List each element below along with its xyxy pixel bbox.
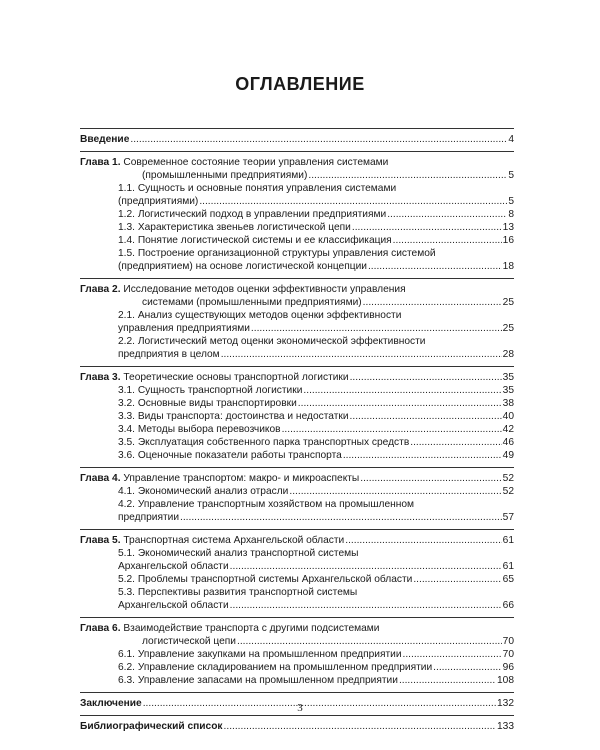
toc-entry-page: 96 bbox=[502, 662, 514, 673]
section-title-line: 1.3. Характеристика звеньев логистической цепи bbox=[118, 222, 351, 233]
toc-entry-page: 46 bbox=[502, 437, 514, 448]
divider bbox=[80, 715, 514, 716]
leader-dots bbox=[230, 560, 502, 573]
section-title-line: 5.1. Экономический анализ транспортной системы bbox=[118, 548, 359, 559]
divider bbox=[80, 128, 514, 129]
leader-dots bbox=[410, 436, 501, 449]
toc-section-2-2[interactable] bbox=[118, 335, 514, 361]
leader-dots bbox=[350, 410, 502, 423]
toc-entry-page: 108 bbox=[497, 675, 514, 686]
chapter-title-line: Взаимодействие транспорта с другими подсистемами bbox=[123, 623, 380, 634]
leader-dots bbox=[298, 397, 502, 410]
section-title-line: 1.5. Построение организационной структуры управления системой bbox=[118, 248, 436, 259]
toc-entry-bibliography[interactable] bbox=[80, 720, 514, 733]
chapter-title-line: системами (промышленными предприятиями) bbox=[142, 297, 362, 308]
leader-dots bbox=[352, 221, 502, 234]
toc-entry-page: 61 bbox=[502, 561, 514, 572]
chapter-label: Глава 3. bbox=[80, 372, 121, 383]
leader-dots bbox=[413, 573, 501, 586]
chapter-title-line: логистической цепи bbox=[142, 636, 237, 647]
toc-entry-page: 70 bbox=[502, 636, 514, 647]
toc-entry-page: 65 bbox=[502, 574, 514, 585]
toc-entry-page: 133 bbox=[497, 721, 514, 732]
chapter-title-line: Теоретические основы транспортной логистики bbox=[123, 372, 349, 383]
leader-dots bbox=[199, 195, 507, 208]
toc-chapter-3[interactable] bbox=[80, 371, 514, 384]
leader-dots bbox=[350, 371, 502, 384]
table-of-contents bbox=[80, 126, 514, 733]
chapter-label: Глава 1. bbox=[80, 157, 121, 168]
toc-section-3-3[interactable] bbox=[118, 410, 514, 423]
toc-entry-page: 52 bbox=[502, 473, 514, 484]
section-title-line: 3.6. Оценочные показатели работы транспорта bbox=[118, 450, 342, 461]
toc-chapter-4[interactable] bbox=[80, 472, 514, 485]
section-title-line: предприятия в целом bbox=[118, 349, 220, 360]
toc-chapter-2[interactable] bbox=[80, 283, 514, 309]
toc-entry-page: 42 bbox=[502, 424, 514, 435]
toc-section-1-4[interactable] bbox=[118, 234, 514, 247]
toc-section-6-3[interactable] bbox=[118, 674, 514, 687]
toc-section-4-1[interactable] bbox=[118, 485, 514, 498]
toc-section-5-2[interactable] bbox=[118, 573, 514, 586]
toc-section-1-3[interactable] bbox=[118, 221, 514, 234]
leader-dots bbox=[368, 260, 502, 273]
chapter-label: Глава 6. bbox=[80, 623, 121, 634]
section-title-line: 3.1. Сущность транспортной логистики bbox=[118, 385, 303, 396]
leader-dots bbox=[399, 674, 496, 687]
chapter-title bbox=[80, 534, 344, 547]
toc-section-4-2[interactable] bbox=[118, 498, 514, 524]
toc-section-6-2[interactable] bbox=[118, 661, 514, 674]
section-title-line: 1.4. Понятие логистической системы и ее классификация bbox=[118, 235, 392, 246]
toc-entry-page: 66 bbox=[502, 600, 514, 611]
leader-dots bbox=[289, 485, 501, 498]
toc-section-3-6[interactable] bbox=[118, 449, 514, 462]
page-number: 3 bbox=[297, 702, 303, 714]
section-title-line: 1.1. Сущность и основные понятия управления системами bbox=[118, 183, 397, 194]
leader-dots bbox=[251, 322, 502, 335]
toc-section-3-1[interactable] bbox=[118, 384, 514, 397]
section-title-line: 5.2. Проблемы транспортной системы Архангельской области bbox=[118, 574, 413, 585]
section-title-line: управления предприятиями bbox=[118, 323, 250, 334]
chapter-title bbox=[80, 472, 359, 485]
toc-entry-page: 13 bbox=[502, 222, 514, 233]
section-title-line: 3.3. Виды транспорта: достоинства и недостатки bbox=[118, 411, 349, 422]
leader-dots bbox=[180, 511, 502, 524]
toc-entry-page: 40 bbox=[502, 411, 514, 422]
leader-dots bbox=[130, 133, 507, 146]
chapter-title bbox=[80, 623, 380, 634]
leader-dots bbox=[224, 720, 496, 733]
chapter-title-line: Современное состояние теории управления системами bbox=[123, 157, 389, 168]
section-title-line: 2.2. Логистический метод оценки экономической эффективности bbox=[118, 336, 426, 347]
toc-entry-label: Библиографический список bbox=[80, 721, 223, 732]
toc-section-2-1[interactable] bbox=[118, 309, 514, 335]
section-title-line: (предприятием) на основе логистической концепции bbox=[118, 261, 367, 272]
section-title-line: 6.3. Управление запасами на промышленном предприятии bbox=[118, 675, 398, 686]
toc-entry-page: 16 bbox=[502, 235, 514, 246]
chapter-title bbox=[80, 284, 406, 295]
section-title-line: 6.2. Управление складированием на промышленном предприятии bbox=[118, 662, 433, 673]
toc-entry-page: 28 bbox=[502, 349, 514, 360]
toc-entry-page: 25 bbox=[502, 297, 514, 308]
toc-entry-page: 61 bbox=[502, 535, 514, 546]
leader-dots bbox=[387, 208, 507, 221]
toc-section-3-5[interactable] bbox=[118, 436, 514, 449]
divider bbox=[80, 692, 514, 693]
divider bbox=[80, 366, 514, 367]
toc-entry-page: 57 bbox=[502, 512, 514, 523]
toc-section-5-1[interactable] bbox=[118, 547, 514, 573]
toc-chapter-5[interactable] bbox=[80, 534, 514, 547]
toc-entry-page: 52 bbox=[502, 486, 514, 497]
leader-dots bbox=[303, 384, 501, 397]
leader-dots bbox=[393, 234, 502, 247]
toc-section-5-3[interactable] bbox=[118, 586, 514, 612]
toc-entry-page: 8 bbox=[508, 209, 514, 220]
toc-entry-page: 18 bbox=[502, 261, 514, 272]
divider bbox=[80, 529, 514, 530]
chapter-label: Глава 4. bbox=[80, 473, 121, 484]
section-title-line: 6.1. Управление закупками на промышленном предприятии bbox=[118, 649, 402, 660]
chapter-label: Глава 2. bbox=[80, 284, 121, 295]
chapter-title-line: Управление транспортом: макро- и микроаспекты bbox=[123, 473, 360, 484]
toc-entry-page: 132 bbox=[497, 698, 514, 709]
toc-entry-page: 35 bbox=[502, 372, 514, 383]
toc-entry-page: 5 bbox=[508, 196, 514, 207]
toc-section-1-1[interactable] bbox=[118, 182, 514, 208]
leader-dots bbox=[308, 169, 507, 182]
chapter-title bbox=[80, 371, 349, 384]
toc-entry-intro[interactable] bbox=[80, 133, 514, 146]
leader-dots bbox=[345, 534, 501, 547]
section-title-line: 5.3. Перспективы развития транспортной системы bbox=[118, 587, 358, 598]
chapter-title bbox=[80, 157, 388, 168]
toc-entry-page: 5 bbox=[508, 170, 514, 181]
section-title-line: 4.1. Экономический анализ отрасли bbox=[118, 486, 289, 497]
leader-dots bbox=[237, 635, 502, 648]
toc-chapter-1[interactable] bbox=[80, 156, 514, 182]
section-title-line: 3.5. Эксплуатация собственного парка транспортных средств bbox=[118, 437, 410, 448]
chapter-title-line: Транспортная система Архангельской области bbox=[123, 535, 345, 546]
divider bbox=[80, 617, 514, 618]
section-title-line: 2.1. Анализ существующих методов оценки эффективности bbox=[118, 310, 402, 321]
toc-entry-page: 35 bbox=[502, 385, 514, 396]
chapter-title-line: (промышленными предприятиями) bbox=[142, 170, 308, 181]
leader-dots bbox=[230, 599, 502, 612]
toc-section-6-1[interactable] bbox=[118, 648, 514, 661]
leader-dots bbox=[343, 449, 502, 462]
leader-dots bbox=[363, 296, 502, 309]
toc-section-3-4[interactable] bbox=[118, 423, 514, 436]
toc-section-1-2[interactable] bbox=[118, 208, 514, 221]
divider bbox=[80, 278, 514, 279]
divider bbox=[80, 151, 514, 152]
toc-entry-label: Заключение bbox=[80, 698, 142, 709]
section-title-line: 1.2. Логистический подход в управлении предприятиями bbox=[118, 209, 387, 220]
leader-dots bbox=[403, 648, 502, 661]
chapter-label: Глава 5. bbox=[80, 535, 121, 546]
section-title-line: Архангельской области bbox=[118, 561, 229, 572]
page-title: ОГЛАВЛЕНИЕ bbox=[235, 74, 365, 94]
chapter-title-line: Исследование методов оценки эффективности управления bbox=[123, 284, 406, 295]
section-title-line: (предприятиями) bbox=[118, 196, 199, 207]
toc-section-3-2[interactable] bbox=[118, 397, 514, 410]
leader-dots bbox=[221, 348, 502, 361]
section-title-line: 3.2. Основные виды транспортировки bbox=[118, 398, 297, 409]
leader-dots bbox=[360, 472, 501, 485]
section-title-line: предприятии bbox=[118, 512, 180, 523]
divider bbox=[80, 467, 514, 468]
leader-dots bbox=[433, 661, 502, 674]
toc-entry-page: 4 bbox=[508, 134, 514, 145]
leader-dots bbox=[282, 423, 502, 436]
toc-entry-page: 25 bbox=[502, 323, 514, 334]
section-title-line: 3.4. Методы выбора перевозчиков bbox=[118, 424, 281, 435]
section-title-line: 4.2. Управление транспортным хозяйством на промышленном bbox=[118, 499, 415, 510]
toc-entry-page: 49 bbox=[502, 450, 514, 461]
toc-entry-label: Введение bbox=[80, 134, 130, 145]
toc-entry-page: 70 bbox=[502, 649, 514, 660]
toc-section-1-5[interactable] bbox=[118, 247, 514, 273]
toc-entry-page: 38 bbox=[502, 398, 514, 409]
toc-chapter-6[interactable] bbox=[80, 622, 514, 648]
section-title-line: Архангельской области bbox=[118, 600, 229, 611]
